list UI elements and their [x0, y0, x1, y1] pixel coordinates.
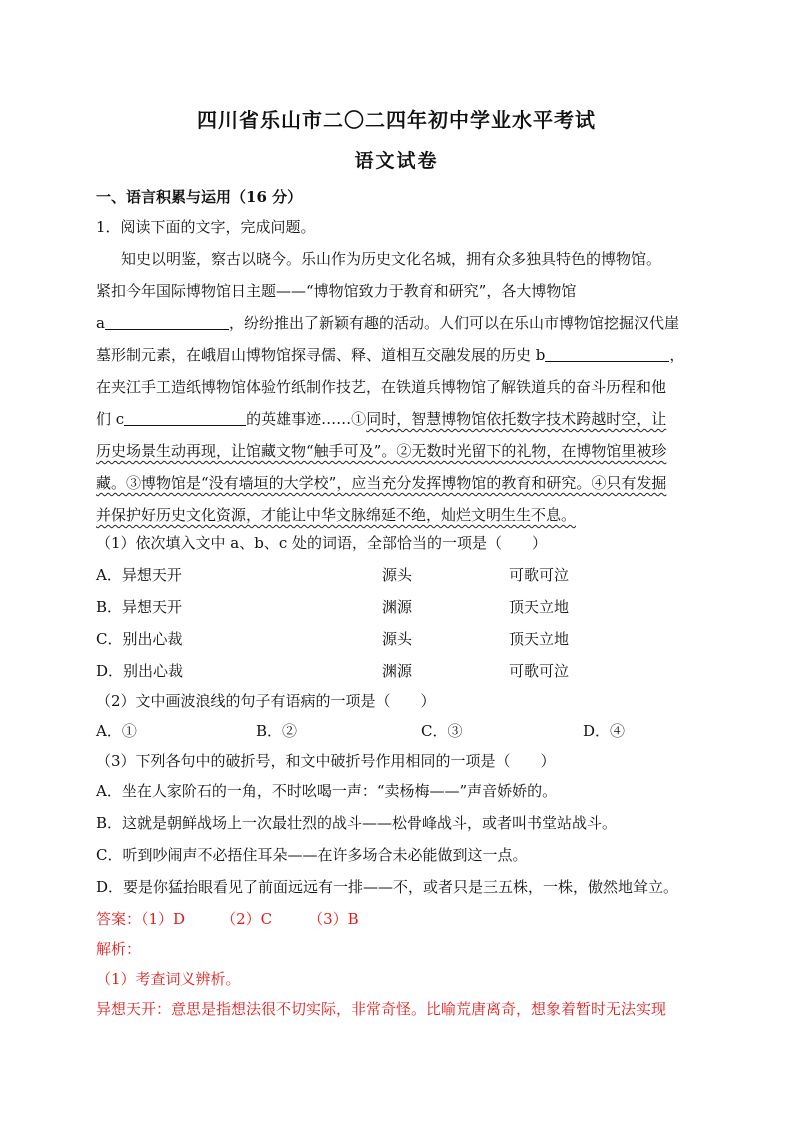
analysis-label: 解析：	[96, 940, 142, 958]
passage-line-4-end: ，	[669, 346, 685, 364]
answer-1: （1）D	[141, 910, 186, 928]
passage-line-7: 历史场景生动再现，让馆藏文物“触手可及”。②无数时光留下的礼物，在博物馆里被珍	[96, 442, 667, 460]
option-c-word-c: 顶天立地	[509, 630, 570, 648]
exam-title: 四川省乐山市二〇二四年初中学业水平考试	[197, 108, 596, 132]
blank-a	[105, 313, 229, 330]
passage-line-5: 在夹江手工造纸博物馆体验竹纸制作技艺，在铁道兵博物馆了解铁道兵的奋斗历程和他	[96, 378, 667, 396]
passage-line-1: 知史以明鉴，察古以晓今。乐山作为历史文化名城，拥有众多独具特色的博物馆。	[121, 250, 662, 268]
option-d-word-a: D．别出心裁	[96, 662, 184, 680]
wavy-sentence: 同时，智慧博物馆依托数字技术跨越时空，让	[366, 410, 667, 428]
sub3-option-a: A．坐在人家阶石的一角，不时吆喝一声：“卖杨梅——”声音娇娇的。	[96, 782, 558, 800]
passage-line-3-text: ，纷纷推出了新颖有趣的活动。人们可以在乐山市博物馆挖掘汉代崖	[228, 314, 679, 332]
sub-question-1: （1）依次填入文中 a、b、c 处的词语，全部恰当的一项是（ ）	[96, 534, 548, 552]
option-c-word-a: C．别出心裁	[96, 630, 183, 648]
analysis-1: （1）考查词义辨析。	[96, 970, 241, 988]
option-a-word-b: 源头	[382, 566, 413, 584]
passage-line-8: 藏。③博物馆是“没有墙垣的大学校”，应当充分发挥博物馆的教育和研究。④只有发掘	[96, 474, 667, 492]
blank-c	[124, 409, 246, 426]
passage-line-6	[96, 408, 666, 430]
passage-line-4	[96, 344, 684, 366]
sub2-option-d: D．④	[583, 722, 626, 740]
sub2-option-c: C．③	[421, 722, 463, 740]
option-row-a	[96, 564, 570, 586]
option-a-word-c: 可歌可泣	[509, 566, 570, 584]
section-heading: 一、语言积累与运用（16 分）	[96, 188, 303, 206]
option-a-word-a: A．异想天开	[96, 566, 182, 584]
sub3-option-b: B．这就是朝鲜战场上一次最壮烈的战斗——松骨峰战斗，或者叫书堂站战斗。	[96, 814, 618, 832]
answer-3: （3）B	[308, 910, 359, 928]
sub-question-2: （2）文中画波浪线的句子有语病的一项是（ ）	[96, 692, 436, 710]
option-row-d	[96, 660, 570, 682]
sub2-option-a: A．①	[96, 722, 137, 740]
passage-line-3	[96, 312, 679, 334]
passage-line-4-text: 墓形制元素，在峨眉山博物馆探寻儒、释、道相互交融发展的历史 b	[96, 346, 546, 364]
sub2-options	[96, 720, 656, 742]
option-b-word-b: 渊源	[382, 598, 413, 616]
blank-b	[545, 345, 669, 362]
blank-c-label: 们 c	[96, 410, 125, 428]
sub2-option-b: B．②	[256, 722, 298, 740]
exam-subtitle: 语文试卷	[354, 150, 439, 172]
analysis-2: 异想天开：意思是指想法很不切实际，非常奇怪。比喻荒唐离奇，想象着暂时无法实现	[96, 1000, 667, 1018]
sub3-option-c: C．听到吵闹声不必捂住耳朵——在许多场合未必能做到这一点。	[96, 846, 528, 864]
answer-line	[96, 908, 359, 930]
option-c-word-b: 源头	[382, 630, 413, 648]
answer-2: （2）C	[221, 910, 273, 928]
option-b-word-c: 顶天立地	[509, 598, 570, 616]
option-row-b	[96, 596, 570, 618]
option-b-word-a: B．异想天开	[96, 598, 183, 616]
option-d-word-c: 可歌可泣	[509, 662, 570, 680]
passage-line-6-text: 的英雄事迹……①	[246, 410, 367, 428]
passage-line-2: 紧扣今年国际博物馆日主题——“博物馆致力于教育和研究”，各大博物馆	[96, 282, 577, 300]
option-row-c	[96, 628, 570, 650]
answer-label: 答案：	[96, 910, 142, 928]
sub-question-3: （3）下列各句中的破折号，和文中破折号作用相同的一项是（ ）	[96, 752, 556, 770]
question-intro: 1．阅读下面的文字，完成问题。	[96, 218, 316, 236]
passage-line-9: 并保护好历史文化资源，才能让中华文脉绵延不绝，灿烂文明生生不息。	[96, 506, 577, 524]
sub3-option-d: D．要是你猛抬眼看见了前面远远有一排——不，或者只是三五株，一株，傲然地耸立。	[96, 878, 679, 896]
option-d-word-b: 渊源	[382, 662, 413, 680]
blank-a-label: a	[96, 314, 105, 332]
